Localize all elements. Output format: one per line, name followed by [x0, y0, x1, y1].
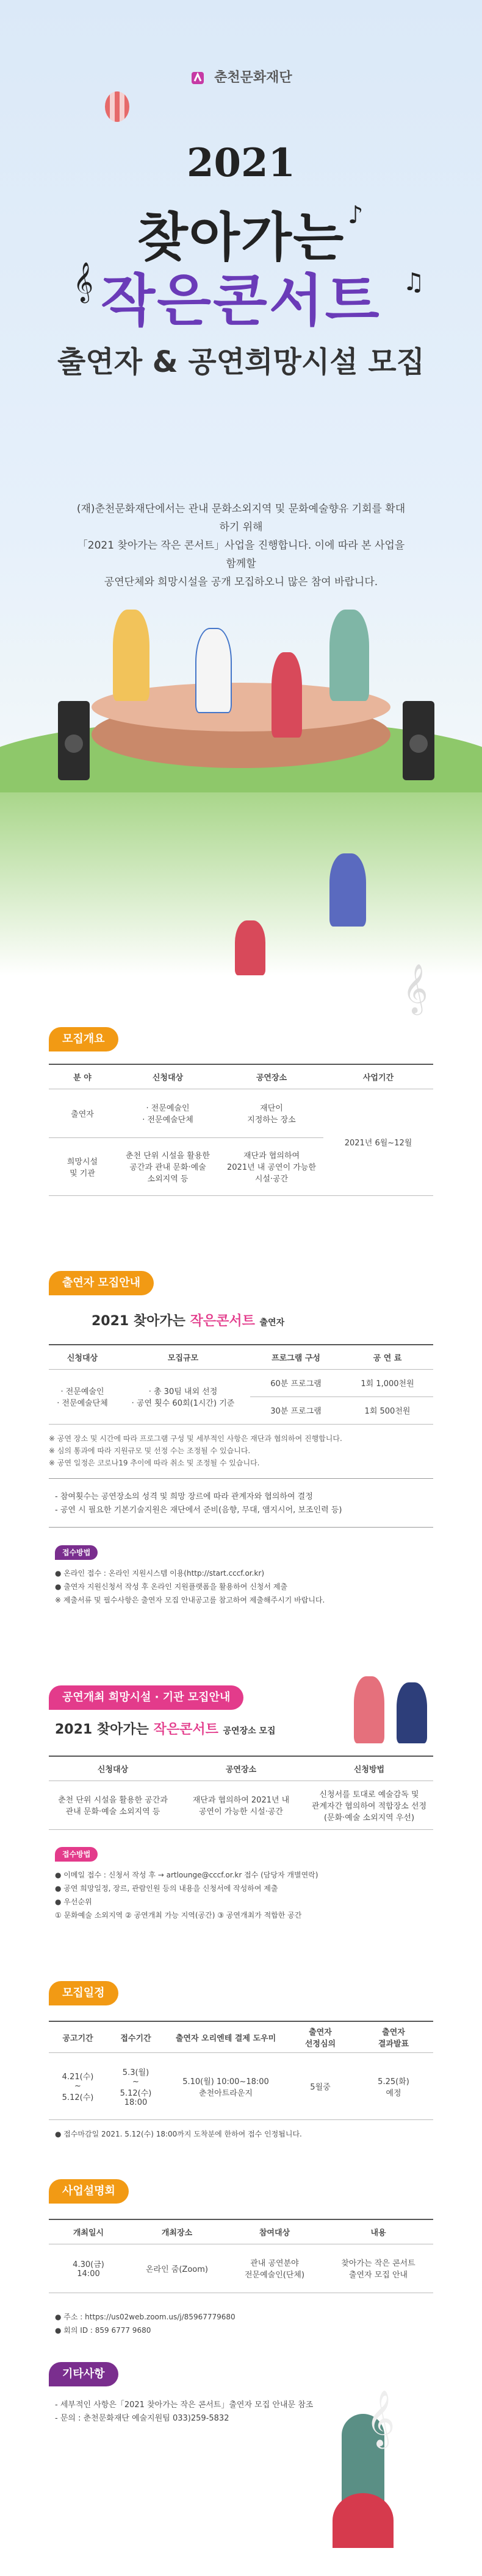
dancing-figure [235, 920, 265, 975]
dancing-figure [329, 853, 366, 927]
badge-facility: 공연개최 희망시설 · 기관 모집안내 [49, 1685, 243, 1710]
divider [49, 1478, 433, 1479]
music-note-icon: ♫ [403, 268, 425, 296]
dancer-skirt [333, 2493, 394, 2548]
guitarist-figure-2 [329, 610, 369, 701]
drummer-figure [113, 610, 149, 701]
music-note-icon: ♪ [348, 201, 364, 229]
badge-briefing: 사업설명회 [49, 2179, 129, 2204]
briefing-table: 개최일시 개최장소 참여대상 내용 4.30(금) 14:00 온라인 줌(Zoom) 관내 공연분야 전문예술인(단체) 찾아가는 작은 콘서트 출연자 모집 안내 [49, 2219, 433, 2293]
badge-overview: 모집개요 [49, 1027, 118, 1051]
hot-air-balloon-icon [105, 91, 129, 122]
title-line-3: 출연자 & 공연희망시설 모집 [57, 345, 425, 379]
dancing-figure [397, 1682, 427, 1743]
badge-schedule: 모집일정 [49, 1981, 118, 2005]
divider [49, 1527, 433, 1528]
facility-table: 신청대상 공연장소 신청방법 춘천 단위 시설을 활용한 공간과 관내 문화·예술 소외지역 등 재단과 협의하여 2021년 내 공연이 가능한 시설·공간 신청서를 토대로 예술감독 및 관계자간 협의하여 적합장소 선정 (문화·예술 소외지역 우선) [49, 1756, 433, 1830]
overview-table: 분 야 신청대상 공연장소 사업기간 출연자 · 전문예술인 · 전문예술단체 재단이 지정하는 장소 2021년 6월~12월 희망시설 및 기관 춘천 단위 시설을 활용한 공간과 관내 문화·예술 소외지역 등 재단과 협의하여 2021년 내 공연이 가능한 시설·공간 [49, 1064, 433, 1196]
performer-notes: ※ 공연 장소 및 시간에 따라 프로그램 구성 및 세부적인 사항은 재단과 협의하여 진행합니다. ※ 심의 통과에 따라 지원규모 및 선정 수는 조정될 수 있습니다. ※ 공연 일정은 코로나19 추이에 따라 취소 및 조정될 수 있습니다. [49, 1434, 342, 1467]
treble-clef-icon: 𝄞 [366, 2389, 395, 2446]
treble-clef-icon: 𝄞 [403, 963, 428, 1013]
badge-etc: 기타사항 [49, 2362, 118, 2386]
facility-apply: ● 이메일 접수 : 신청서 작성 후 → artlounge@cccf.or.kr 접수 (담당자 개별연락) ● 공연 희망일정, 장르, 관람인원 등의 내용을 신청서에 작성하여 제출 ● 우선순위 ① 문화예술 소외지역 ② 공연개최 가능 지역(공간) ③ 공연개최가 적합한 공간 [55, 1871, 318, 1920]
facility-heading: 2021 찾아가는 작은콘서트 공연장소 모집 [55, 1722, 276, 1737]
guitarist-figure [195, 628, 232, 713]
subbadge-apply: 접수방법 [55, 1847, 98, 1862]
speaker-icon [403, 701, 434, 780]
org-header [0, 67, 482, 86]
title-line-1: 찾아가는 [137, 207, 345, 268]
badge-performer: 출연자 모집안내 [49, 1271, 154, 1295]
schedule-note: ● 접수마감일 2021. 5.12(수) 18:00까지 도착분에 한하여 접수 인정됩니다. [55, 2130, 302, 2138]
title-year: 2021 [186, 140, 296, 186]
zoom-link[interactable]: ● 주소 : https://us02web.zoom.us/j/85967779680 [55, 2313, 236, 2321]
singer-figure [272, 652, 302, 738]
performer-table: 신청대상 모집규모 프로그램 구성 공 연 료 · 전문예술인 · 전문예술단체 · 총 30팀 내외 선정 · 공연 횟수 60회(1시간) 기준 60분 프로그램 1회 1,000천원 30분 프로그램 1회 500천원 [49, 1344, 433, 1425]
etc-lines: - 세부적인 사항은「2021 찾아가는 작은 콘서트」출연자 모집 안내문 참조 - 문의 : 춘천문화재단 예술지원팀 033)259-5832 [55, 2400, 314, 2423]
performer-bullets: - 참여횟수는 공연장소의 성격 및 희망 장르에 따라 관계자와 협의하여 결정 - 공연 시 필요한 기본기술지원은 재단에서 준비(음향, 무대, 앰지시어, 보조인력 등) [55, 1492, 342, 1515]
performer-heading: 2021 찾아가는 작은콘서트 출연자 [92, 1314, 285, 1329]
briefing-info: ● 주소 : https://us02web.zoom.us/j/85967779680 ● 회의 ID : 859 6777 9680 [55, 2310, 236, 2337]
schedule-table: 공고기간 접수기간 출연자 오리엔테 결제 도우미 출연자 선정심의 출연자 결과발표 4.21(수) ~ 5.12(수) 5.3(월) ~ 5.12(수) 18:00 5.10(월) 10:00~18:00 춘천아트라운지 5월중 5.25(화) 예정 [49, 2021, 433, 2120]
treble-clef-icon: 𝄞 [73, 262, 94, 302]
org-name: 춘천문화재단 [214, 70, 292, 85]
foundation-logo-icon [190, 70, 206, 86]
speaker-icon [58, 701, 90, 780]
dancing-figure [354, 1676, 384, 1743]
performer-apply: ● 온라인 접수 : 온라인 지원시스템 이용(http://start.cccf.or.kr) ● 출연자 지원신청서 작성 후 온라인 지원플랫폼을 활용하여 신청서 제출 ※ 제출서류 및 필수사항은 출연자 모집 안내공고를 참고하여 제출해주시기 바랍니다. [55, 1569, 325, 1604]
subbadge-apply: 접수방법 [55, 1545, 98, 1560]
intro-text: (재)춘천문화재단에서는 관내 문화소외지역 및 문화예술향유 기회를 확대하기 위해 「2021 찾아가는 작은 콘서트」사업을 진행합니다. 이에 따라 본 사업을 함께할 공연단체와 희망시설을 공개 모집하오니 많은 참여 바랍니다. [76, 503, 406, 588]
title-line-2: 작은콘서트 [101, 268, 381, 333]
